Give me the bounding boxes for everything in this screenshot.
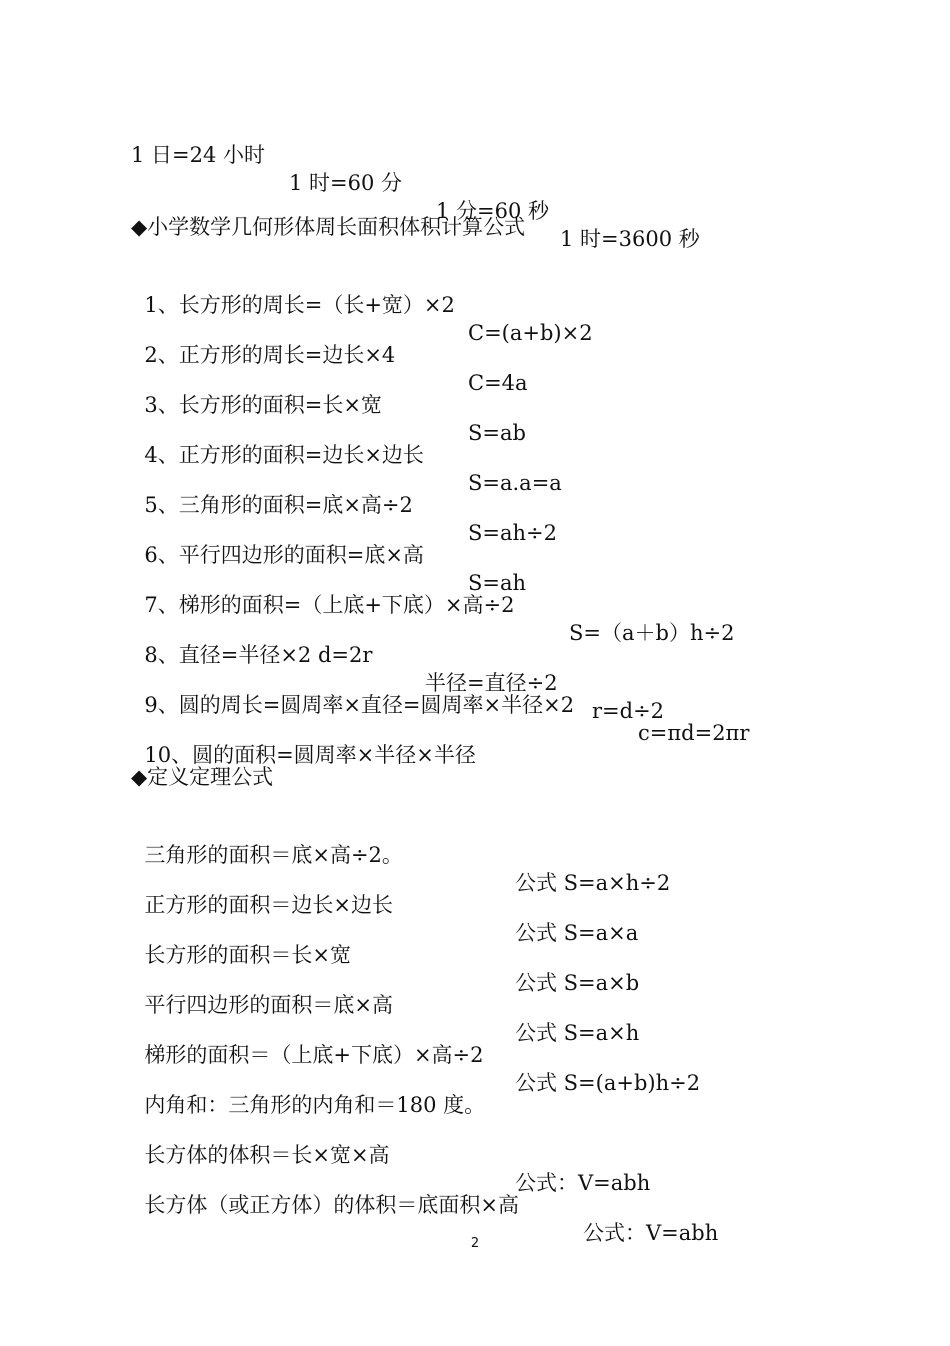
definition-formula: 公式：V=abh — [583, 1221, 719, 1245]
definition-text: 平行四边形的面积＝底×高 — [144, 993, 393, 1017]
section-heading-definitions: ◆定义定理公式 — [131, 765, 274, 789]
definition-formula: 公式 S=a×a — [515, 921, 639, 945]
formula-text: 6、平行四边形的面积=底×高 — [144, 543, 424, 567]
definition-formula: 公式 S=a×b — [515, 971, 640, 995]
page-number: 2 — [470, 1236, 480, 1251]
formula-expression: S=ab — [468, 421, 526, 445]
formula-text: 8、直径=半径×2 d=2r — [144, 643, 373, 667]
formula-expression: 半径=直径÷2 — [425, 671, 558, 695]
formula-text: 7、梯形的面积=（上底+下底）×高÷2 — [144, 593, 515, 617]
definition-text: 长方体的体积＝长×宽×高 — [144, 1143, 390, 1167]
definition-text: 梯形的面积＝（上底+下底）×高÷2 — [144, 1043, 484, 1067]
formula-expression: S=ah — [468, 571, 527, 595]
definition-line — [131, 1163, 831, 1247]
formula-expression-2: r=d÷2 — [592, 699, 665, 723]
formula-line — [131, 713, 831, 769]
time-minute-seconds: 1 分=60 秒 — [436, 199, 550, 223]
formula-text: 1、长方形的周长=（长+宽）×2 — [144, 293, 455, 317]
definition-formula: 公式 S=a×h÷2 — [515, 871, 671, 895]
formula-text: 4、正方形的面积=边长×边长 — [144, 443, 424, 467]
formula-expression: S=ah÷2 — [468, 521, 557, 545]
definition-text: 三角形的面积＝底×高÷2。 — [144, 843, 403, 867]
formula-text: 9、圆的周长=圆周率×直径=圆周率×半径×2 — [144, 693, 575, 717]
time-hour-minutes: 1 时=60 分 — [289, 171, 403, 195]
formula-expression: c=πd=2πr — [638, 721, 750, 745]
definition-formula: 公式：V=abh — [515, 1171, 651, 1195]
formula-text: 10、圆的面积=圆周率×半径×半径 — [144, 743, 476, 767]
time-day-hours: 1 日=24 小时 — [131, 143, 266, 167]
definition-line — [131, 1063, 831, 1119]
formula-expression: S=（a＋b）h÷2 — [569, 621, 735, 645]
definition-text: 正方形的面积＝边长×边长 — [144, 893, 393, 917]
formula-text: 2、正方形的周长=边长×4 — [144, 343, 396, 367]
definition-text: 长方体（或正方体）的体积＝底面积×高 — [144, 1193, 519, 1217]
definition-formula: 公式 S=(a+b)h÷2 — [515, 1071, 701, 1095]
formula-text: 3、长方形的面积=长×宽 — [144, 393, 382, 417]
definition-text: 长方形的面积＝长×宽 — [144, 943, 351, 967]
formula-expression: S=a.a=a — [468, 471, 562, 495]
definition-text: 内角和：三角形的内角和＝180 度。 — [144, 1093, 486, 1117]
section-heading-geometry: ◆小学数学几何形体周长面积体积计算公式 — [131, 215, 526, 239]
formula-text: 5、三角形的面积=底×高÷2 — [144, 493, 413, 517]
formula-expression: C=(a+b)×2 — [468, 321, 593, 345]
definition-formula: 公式 S=a×h — [515, 1021, 640, 1045]
time-hour-seconds: 1 时=3600 秒 — [560, 227, 700, 251]
formula-expression: C=4a — [468, 371, 528, 395]
